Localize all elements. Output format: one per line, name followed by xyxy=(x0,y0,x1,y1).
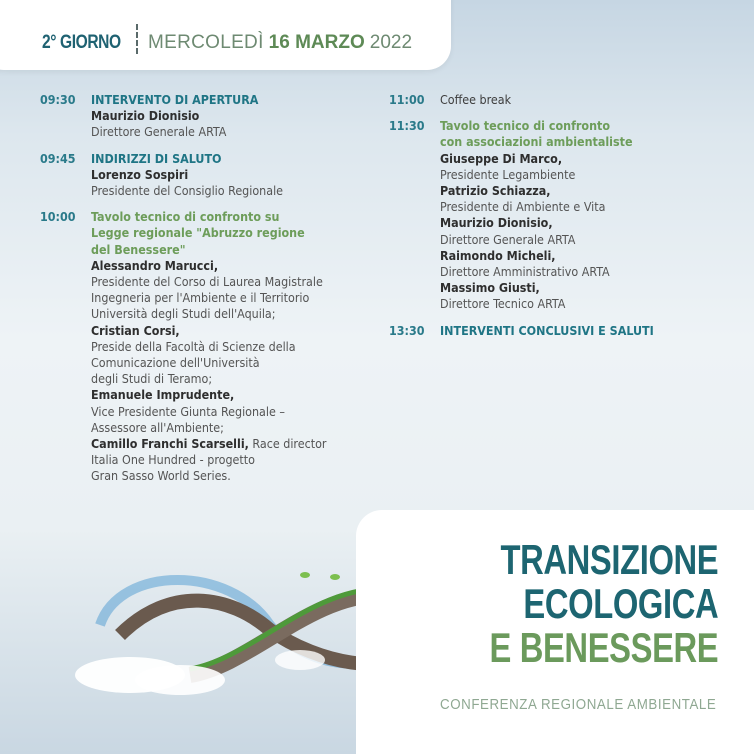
schedule-item xyxy=(40,151,380,200)
item-time: 11:00 xyxy=(389,92,425,107)
day-label: 2° GIORNO xyxy=(42,32,121,53)
schedule-item xyxy=(389,323,719,339)
item-time: 11:30 xyxy=(389,118,425,134)
speaker-role: Presidente del Corso di Laurea Magistrale xyxy=(91,274,323,290)
speaker-role: Direttore Tecnico ARTA xyxy=(440,296,566,312)
title-line-2: ECOLOGICA xyxy=(523,580,718,627)
schedule-item xyxy=(389,92,719,108)
date-day-month: 16 MARZO xyxy=(268,32,365,53)
item-time: 10:00 xyxy=(40,209,76,225)
dashed-divider xyxy=(136,24,138,54)
item-time: 13:30 xyxy=(389,322,425,338)
speaker-role: Presidente di Ambiente e Vita xyxy=(440,199,606,215)
speaker-name: Giuseppe Di Marco, xyxy=(440,150,563,166)
item-title: con associazioni ambientaliste xyxy=(440,134,633,150)
item-title: del Benessere" xyxy=(91,241,186,257)
event-date-header xyxy=(42,18,412,54)
speaker-role: Gran Sasso World Series. xyxy=(91,468,231,484)
speaker-role: Presidente del Consiglio Regionale xyxy=(91,183,284,199)
schedule-right-column xyxy=(389,92,719,349)
speaker-role: Presidente Legambiente xyxy=(440,166,576,182)
speaker-name: Patrizio Schiazza, xyxy=(440,183,551,199)
item-time: 09:30 xyxy=(40,92,76,107)
speaker-role: Università degli Studi dell'Aquila; xyxy=(91,306,276,322)
speaker-role: Italia One Hundred - progetto xyxy=(91,452,255,468)
speaker-role-inline: Race director xyxy=(248,436,327,452)
speaker-role: Preside della Facoltà di Scienze della xyxy=(91,338,296,354)
item-time: 09:45 xyxy=(40,150,76,166)
speaker-role: Direttore Generale ARTA xyxy=(91,124,227,140)
speaker-name: Alessandro Marucci, xyxy=(91,257,219,273)
conference-subtitle: CONFERENZA REGIONALE AMBIENTALE xyxy=(439,697,716,713)
item-title: INTERVENTI CONCLUSIVI E SALUTI xyxy=(440,322,654,338)
speaker-role: Ingegneria per l'Ambiente e il Territorio xyxy=(91,290,310,306)
speaker-name: Massimo Giusti, xyxy=(440,280,540,296)
speaker-name: Maurizio Dionisio xyxy=(91,108,200,124)
item-title: Tavolo tecnico di confronto su xyxy=(91,209,280,225)
weekday: MERCOLEDÌ xyxy=(148,32,264,53)
speaker-name: Camillo Franchi Scarselli, xyxy=(91,436,249,452)
schedule-item xyxy=(40,209,380,484)
title-line-1: TRANSIZIONE xyxy=(500,536,718,583)
date-year: 2022 xyxy=(369,32,413,53)
speaker-name: Lorenzo Sospiri xyxy=(91,166,189,182)
schedule-left-column xyxy=(40,92,380,495)
speaker-role: degli Studi di Teramo; xyxy=(91,371,213,387)
speaker-name: Raimondo Micheli, xyxy=(440,247,556,263)
speaker-role: Vice Presidente Giunta Regionale – xyxy=(91,403,285,419)
item-title: Tavolo tecnico di confronto xyxy=(440,118,611,134)
conference-title xyxy=(489,538,718,670)
speaker-role: Direttore Generale ARTA xyxy=(440,231,576,247)
speaker-role: Direttore Amministrativo ARTA xyxy=(440,264,610,280)
speaker-name: Cristian Corsi, xyxy=(91,322,180,338)
item-title: Coffee break xyxy=(440,92,512,107)
item-title: INDIRIZZI DI SALUTO xyxy=(91,150,222,166)
schedule-item xyxy=(40,92,380,141)
speaker-name: Maurizio Dionisio, xyxy=(440,215,553,231)
speaker-role: Comunicazione dell'Università xyxy=(91,355,260,371)
item-title: INTERVENTO DI APERTURA xyxy=(91,92,259,107)
title-line-3: E BENESSERE xyxy=(489,624,718,671)
speaker-role: Assessore all'Ambiente; xyxy=(91,419,224,435)
item-title: Legge regionale "Abruzzo regione xyxy=(91,225,305,241)
schedule-item xyxy=(389,118,719,312)
speaker-name: Emanuele Imprudente, xyxy=(91,387,235,403)
